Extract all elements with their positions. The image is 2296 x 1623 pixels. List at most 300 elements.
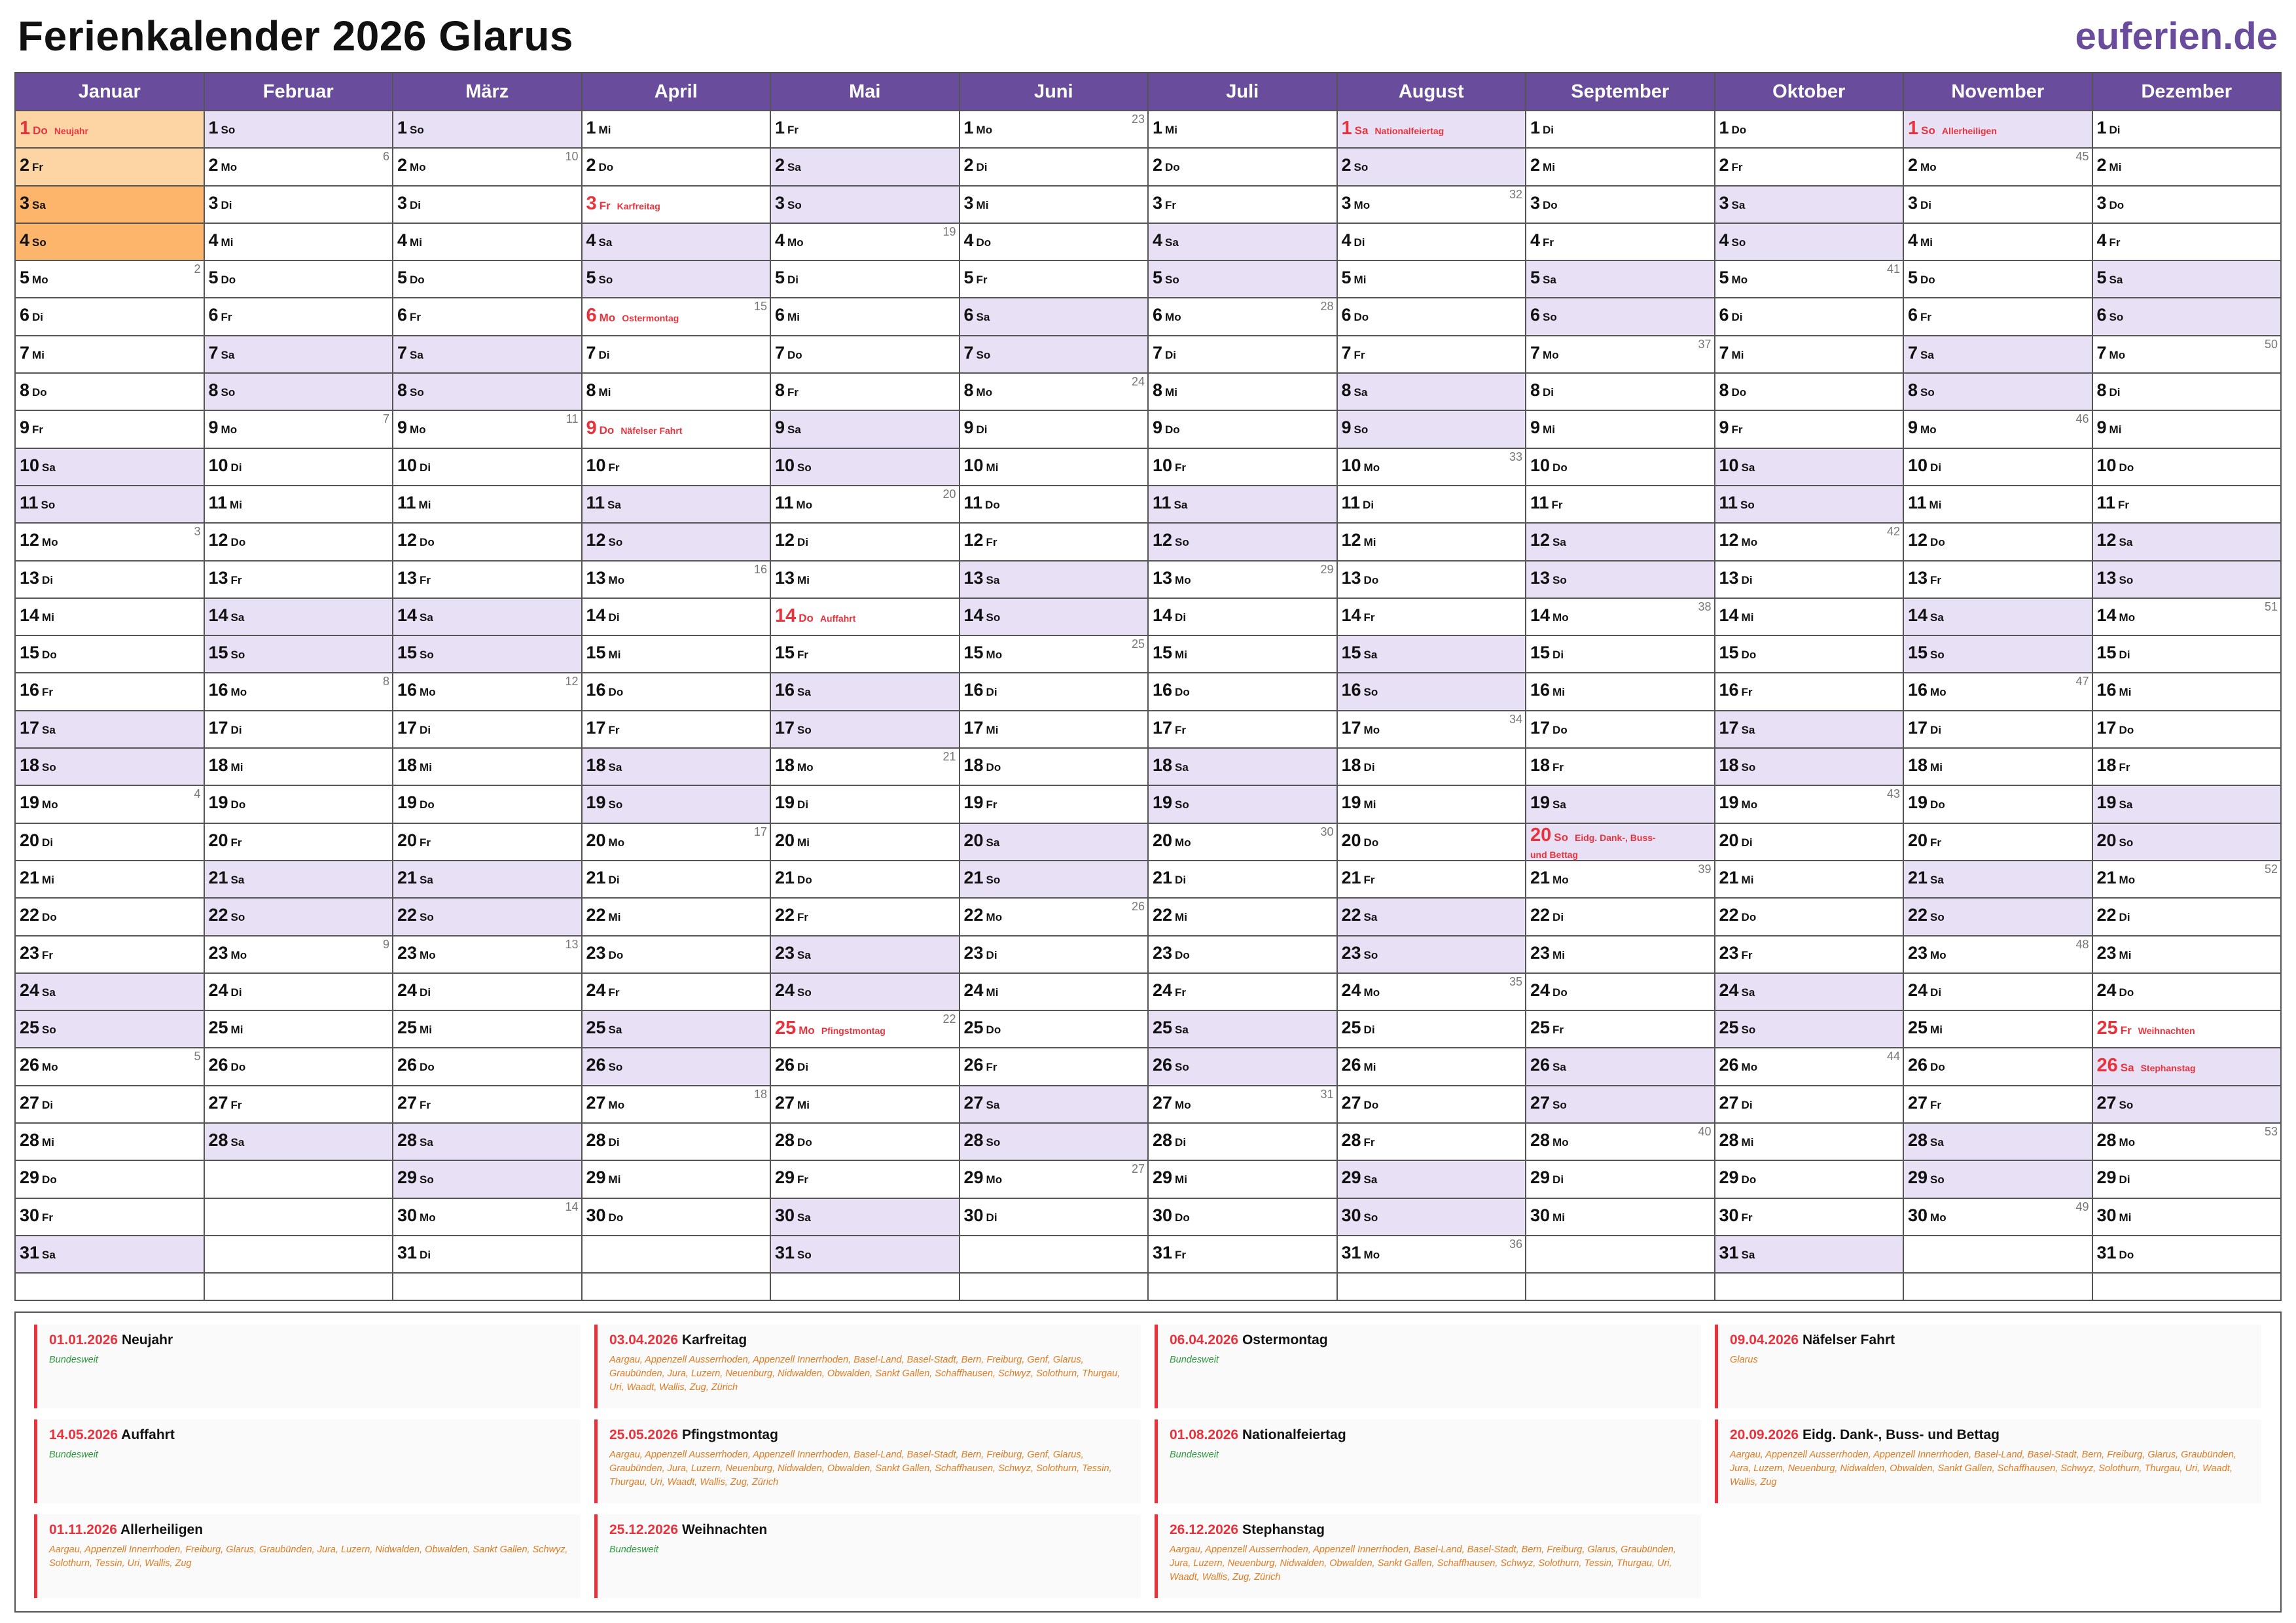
day-cell	[1338, 1086, 1526, 1124]
weekday-label: Mi	[608, 911, 621, 924]
day-number: 26 Do	[397, 1055, 435, 1075]
weekday-label: Sa	[42, 986, 56, 999]
day-number: 15 So	[208, 643, 245, 663]
day-cell	[205, 187, 393, 224]
weekday-label: Fr	[787, 386, 799, 399]
day-number: 11 Fr	[1530, 492, 1563, 512]
day-number: 23 Mi	[2096, 942, 2132, 963]
day-number: 24 Sa	[20, 980, 56, 1000]
day-cell	[2093, 449, 2281, 486]
weekday-label: So	[1930, 911, 1945, 924]
weekday-label: Mo	[2109, 348, 2126, 361]
day-cell	[1904, 524, 2092, 561]
day-cell	[205, 336, 393, 374]
day-number: 20 Mo	[586, 830, 625, 850]
day-cell	[1526, 824, 1714, 861]
weekday-label: Di	[1552, 1173, 1564, 1186]
weekday-label: Mo	[608, 836, 625, 849]
day-number: 5 So	[1153, 268, 1179, 288]
week-number: 34	[1509, 712, 1522, 726]
day-cell	[16, 524, 204, 561]
weekday-label: Sa	[230, 873, 245, 886]
legend-date: 25.12.2026	[609, 1522, 679, 1537]
day-cell	[1715, 936, 1903, 974]
month-header: Januar	[16, 73, 204, 111]
weekday-label: So	[1354, 423, 1369, 437]
weekday-label: Di	[1552, 911, 1564, 924]
weekday-label: Mi	[2119, 948, 2132, 961]
weekday-label: Di	[420, 461, 431, 474]
weekday-label: Di	[1543, 386, 1554, 399]
day-cell	[1904, 636, 2092, 673]
legend-item	[1155, 1514, 1701, 1598]
weekday-label: Fr	[986, 536, 997, 549]
day-number: 15 Di	[1530, 643, 1564, 663]
weekday-label: Di	[1363, 498, 1374, 511]
day-cell	[583, 298, 770, 336]
weekday-label: So	[986, 873, 1001, 886]
day-cell	[1904, 673, 2092, 711]
day-cell	[1149, 261, 1336, 298]
weekday-label: So	[1363, 948, 1378, 961]
day-cell	[1149, 336, 1336, 374]
day-cell	[1338, 749, 1526, 786]
week-number: 52	[2264, 862, 2278, 876]
holiday-name: Auffahrt	[819, 613, 856, 624]
weekday-label: Sa	[230, 1136, 245, 1149]
day-number: 7 Do	[775, 342, 802, 363]
day-cell	[1149, 1086, 1336, 1124]
day-cell	[1715, 1124, 1903, 1161]
day-cell	[16, 749, 204, 786]
week-number: 6	[382, 150, 389, 164]
weekday-label: Mi	[1930, 1024, 1943, 1037]
weekday-label: Mo	[1930, 1211, 1946, 1224]
legend-heading	[609, 1332, 1132, 1348]
weekday-label: Sa	[1741, 1248, 1755, 1261]
day-number: 20 Fr	[397, 830, 431, 850]
weekday-label: Sa	[410, 348, 423, 361]
day-cell	[1338, 224, 1526, 261]
day-cell	[960, 486, 1148, 524]
day-cell	[1338, 374, 1526, 411]
weekday-label: Do	[33, 124, 48, 137]
weekday-label: Mo	[1731, 274, 1748, 287]
weekday-label: Sa	[1552, 1061, 1566, 1074]
day-number: 27 Di	[1719, 1092, 1753, 1113]
weekday-label: Mi	[420, 1024, 432, 1037]
week-number: 48	[2075, 937, 2089, 951]
day-cell	[960, 562, 1148, 599]
weekday-label: Di	[410, 198, 422, 211]
weekday-label: Sa	[598, 236, 613, 249]
day-cell	[393, 1086, 581, 1124]
day-cell	[1149, 899, 1336, 936]
day-cell	[2093, 224, 2281, 261]
day-number: 22 So	[208, 905, 245, 925]
day-number: 3 Mi	[963, 192, 989, 213]
day-number: 27 Mi	[775, 1092, 810, 1113]
day-cell	[771, 749, 959, 786]
day-number: 1 Fr	[775, 118, 799, 137]
week-number: 38	[1698, 599, 1712, 613]
weekday-label: So	[797, 461, 812, 474]
day-cell	[1338, 861, 1526, 899]
weekday-label: Fr	[797, 911, 809, 924]
day-number: 23 So	[1341, 942, 1378, 963]
legend-item	[34, 1419, 581, 1503]
week-number: 40	[1698, 1125, 1712, 1139]
day-number: 18 Mo	[775, 755, 814, 776]
day-number: 16 So	[1341, 680, 1378, 700]
weekday-label: Mo	[221, 161, 238, 174]
day-number: 19 Do	[208, 793, 246, 813]
day-number: 15 Mo	[963, 643, 1003, 663]
month-header: Juni	[960, 73, 1148, 111]
day-number: 17 Sa	[1719, 717, 1755, 738]
week-number: 47	[2075, 675, 2089, 688]
weekday-label: Sa	[787, 423, 801, 437]
day-number: 10 Mi	[963, 455, 999, 475]
day-number: 25 So	[1719, 1018, 1756, 1038]
day-cell	[393, 224, 581, 261]
weekday-label: Fr	[1731, 161, 1743, 174]
weekday-label: So	[2119, 836, 2134, 849]
day-number: 29 Sa	[1341, 1168, 1378, 1188]
day-number: 8 So	[397, 380, 424, 401]
week-number: 21	[942, 750, 956, 764]
week-number: 33	[1509, 450, 1522, 463]
day-number: 19 Mo	[1719, 793, 1758, 813]
day-number: 5 Mo	[1719, 268, 1748, 288]
weekday-label: Di	[1175, 873, 1187, 886]
week-number: 39	[1698, 862, 1712, 876]
day-cell	[583, 111, 770, 149]
day-cell	[1526, 1199, 1714, 1236]
weekday-label: Sa	[986, 1098, 1000, 1111]
day-cell	[1715, 298, 1903, 336]
day-cell	[960, 261, 1148, 298]
weekday-label: Mo	[608, 1098, 625, 1111]
day-number: 25 Mi	[1908, 1018, 1943, 1038]
weekday-label: Mi	[986, 461, 999, 474]
legend-holiday-name: Neujahr	[121, 1332, 173, 1347]
weekday-label: So	[41, 498, 56, 511]
weekday-label: Mi	[1543, 423, 1555, 437]
day-cell	[1904, 899, 2092, 936]
weekday-label: Mi	[418, 498, 431, 511]
day-number: 13 So	[2096, 567, 2134, 588]
weekday-label: Mi	[1741, 611, 1754, 624]
month-column	[1904, 73, 2093, 1300]
day-number: 2 Mi	[1530, 155, 1555, 175]
weekday-label: Do	[1731, 386, 1747, 399]
day-number: 18 Mi	[397, 755, 432, 776]
weekday-label: So	[230, 649, 245, 662]
weekday-label: Sa	[1543, 274, 1556, 287]
day-cell	[960, 749, 1148, 786]
day-cell	[1149, 111, 1336, 149]
day-cell	[16, 224, 204, 261]
day-number: 2 Do	[1153, 155, 1180, 175]
weekday-label: Do	[976, 236, 992, 249]
weekday-label: Mi	[1552, 1211, 1565, 1224]
day-cell	[16, 1161, 204, 1198]
day-cell	[1526, 599, 1714, 636]
weekday-label: Sa	[42, 461, 56, 474]
holiday-name: Karfreitag	[617, 200, 660, 211]
day-number: 21 Sa	[1908, 867, 1944, 887]
day-cell	[393, 1048, 581, 1086]
day-number: 1 Mo	[963, 118, 993, 137]
day-number: 6 Mo	[1153, 305, 1181, 325]
day-cell	[1904, 449, 2092, 486]
legend-regions: Bundesweit	[49, 1355, 98, 1365]
weekday-label: Fr	[1930, 573, 1942, 586]
day-number: 12 Di	[775, 530, 809, 550]
weekday-label: Di	[1552, 649, 1564, 662]
day-number: 25 Mi	[208, 1018, 243, 1038]
day-cell	[2093, 111, 2281, 149]
day-number: 5 Di	[775, 268, 799, 288]
day-cell	[205, 374, 393, 411]
legend-regions: Bundesweit	[609, 1544, 658, 1555]
weekday-label: Fr	[608, 461, 620, 474]
weekday-label: Do	[1165, 423, 1180, 437]
weekday-label: Mo	[1363, 461, 1380, 474]
day-cell	[2093, 824, 2281, 861]
day-cell	[1904, 111, 2092, 149]
day-cell	[205, 1086, 393, 1124]
day-number: 22 So	[1908, 905, 1945, 925]
weekday-label: Di	[230, 986, 242, 999]
day-number: 30 Mi	[1530, 1205, 1565, 1225]
day-number: 26 Mo	[1719, 1055, 1758, 1075]
weekday-label: Mi	[1175, 1173, 1187, 1186]
legend-date: 26.12.2026	[1170, 1522, 1239, 1537]
weekday-label: So	[1930, 1173, 1945, 1186]
week-number: 45	[2075, 150, 2089, 164]
week-number: 10	[565, 150, 579, 164]
day-number: 18 So	[20, 755, 56, 776]
day-cell	[1526, 749, 1714, 786]
day-cell	[1526, 336, 1714, 374]
day-number: 9 Do Näfelser Fahrt	[586, 418, 683, 439]
day-number: 26 Do	[208, 1055, 246, 1075]
legend-item	[1715, 1419, 2261, 1503]
weekday-label: So	[1731, 236, 1746, 249]
weekday-label: Di	[608, 873, 620, 886]
weekday-label: Sa	[1174, 498, 1188, 511]
weekday-label: Mi	[1552, 948, 1565, 961]
day-cell	[16, 974, 204, 1011]
day-number: 31 So	[775, 1242, 812, 1262]
weekday-label: Fr	[797, 1173, 809, 1186]
month-column	[393, 73, 583, 1300]
day-cell	[16, 936, 204, 974]
day-cell	[1526, 974, 1714, 1011]
day-cell	[771, 599, 959, 636]
weekday-label: Mi	[420, 761, 432, 774]
day-cell	[1338, 149, 1526, 186]
day-cell	[16, 111, 204, 149]
month-column	[1149, 73, 1338, 1300]
weekday-label: Mi	[976, 198, 989, 211]
weekday-label: Do	[608, 686, 624, 699]
weekday-label: Do	[1741, 911, 1757, 924]
day-cell	[1149, 636, 1336, 673]
day-cell	[771, 336, 959, 374]
weekday-label: Sa	[1731, 198, 1746, 211]
brand-logo[interactable]: euferien.de	[2075, 15, 2278, 58]
day-number: 29 Mi	[586, 1168, 621, 1188]
weekday-label: Mo	[32, 274, 48, 287]
day-number: 18 Mi	[208, 755, 243, 776]
weekday-label: Mi	[1363, 536, 1376, 549]
holiday-name: Eidg. Dank-, Buss- und Bettag	[1530, 832, 1656, 860]
weekday-label: So	[976, 348, 991, 361]
weekday-label: Do	[230, 536, 246, 549]
day-cell	[16, 786, 204, 823]
weekday-label: Sa	[1175, 1024, 1189, 1037]
legend-item	[594, 1419, 1141, 1503]
day-cell	[771, 261, 959, 298]
day-cell	[960, 1048, 1148, 1086]
week-number: 53	[2264, 1125, 2278, 1139]
day-number: 29 Mi	[1153, 1168, 1187, 1188]
day-number: 9 Di	[963, 418, 988, 438]
day-cell	[2093, 1086, 2281, 1124]
weekday-label: Di	[2109, 124, 2121, 136]
day-number: 19 Di	[775, 793, 809, 813]
day-number: 8 Sa	[1341, 380, 1368, 401]
weekday-label: Mi	[1175, 911, 1187, 924]
day-cell	[960, 599, 1148, 636]
day-cell	[1149, 824, 1336, 861]
weekday-label: Di	[1930, 986, 1942, 999]
day-number: 16 Mi	[1530, 680, 1565, 700]
day-cell	[960, 1086, 1148, 1124]
day-cell	[1715, 261, 1903, 298]
day-number: 8 Di	[1530, 380, 1554, 401]
day-cell	[1904, 149, 2092, 186]
weekday-label: Fr	[1741, 686, 1753, 699]
weekday-label: So	[797, 1248, 812, 1261]
week-number: 9	[382, 937, 389, 951]
day-number: 6 Fr	[1908, 305, 1932, 325]
weekday-label: Fr	[42, 1211, 54, 1224]
weekday-label: Do	[986, 761, 1001, 774]
day-number: 17 Mo	[1341, 717, 1380, 738]
day-number: 26 Fr	[963, 1055, 997, 1075]
day-number: 10 So	[775, 455, 812, 475]
weekday-label: Mo	[1165, 311, 1181, 324]
day-number: 27 So	[2096, 1092, 2134, 1113]
legend-regions: Glarus	[1730, 1355, 1758, 1365]
day-number: 16 Sa	[775, 680, 811, 700]
day-number: 30 Do	[586, 1205, 624, 1225]
day-cell	[205, 298, 393, 336]
weekday-label: So	[787, 198, 802, 211]
day-cell	[771, 899, 959, 936]
day-number: 20 Mi	[775, 830, 810, 850]
day-number: 30 Fr	[1719, 1205, 1753, 1225]
weekday-label: Mo	[976, 386, 993, 399]
day-cell	[1526, 562, 1714, 599]
weekday-label: Sa	[1165, 236, 1179, 249]
day-cell	[1149, 562, 1336, 599]
day-cell	[393, 1199, 581, 1236]
day-number: 6 Di	[20, 305, 44, 325]
weekday-label: Di	[221, 198, 232, 211]
weekday-label: Sa	[1175, 761, 1189, 774]
weekday-label: Sa	[230, 611, 245, 624]
weekday-label: Do	[608, 948, 624, 961]
day-cell	[205, 411, 393, 448]
day-cell	[16, 187, 204, 224]
day-number: 30 Sa	[775, 1205, 811, 1225]
day-number: 1 Mi	[1153, 118, 1177, 137]
day-number: 20 Fr	[208, 830, 242, 850]
day-cell	[960, 636, 1148, 673]
weekday-label: Sa	[2109, 274, 2123, 287]
day-number: 14 Do Auffahrt	[775, 605, 856, 626]
day-cell	[16, 1124, 204, 1161]
day-cell	[393, 298, 581, 336]
empty-cell	[205, 1236, 393, 1274]
day-cell	[960, 411, 1148, 448]
weekday-label: Mo	[1741, 798, 1758, 812]
weekday-label: Sa	[1552, 536, 1566, 549]
day-number: 22 So	[397, 905, 434, 925]
day-cell	[16, 899, 204, 936]
day-number: 12 So	[586, 530, 623, 550]
day-cell	[960, 111, 1148, 149]
weekday-label: Fr	[420, 836, 431, 849]
day-number: 19 So	[1153, 793, 1189, 813]
day-cell	[205, 749, 393, 786]
legend-heading	[609, 1522, 1132, 1538]
day-cell	[583, 449, 770, 486]
empty-cell	[583, 1236, 770, 1274]
weekday-label: Mo	[221, 423, 238, 437]
weekday-label: Di	[787, 274, 799, 287]
day-number: 14 Mo	[1530, 605, 1569, 625]
day-cell	[205, 1011, 393, 1048]
holiday-legend	[14, 1311, 2282, 1613]
day-number: 20 Mo	[1153, 830, 1191, 850]
day-number: 5 Sa	[1530, 268, 1556, 288]
weekday-label: Fr	[1552, 761, 1564, 774]
day-number: 6 Sa	[963, 305, 990, 325]
day-number: 23 Fr	[1719, 942, 1753, 963]
day-cell	[1526, 861, 1714, 899]
day-number: 20 Fr	[1908, 830, 1942, 850]
day-cell	[1338, 1161, 1526, 1198]
day-cell	[1715, 749, 1903, 786]
week-number: 32	[1509, 187, 1522, 201]
day-cell	[1149, 786, 1336, 823]
day-cell	[1526, 149, 1714, 186]
weekday-label: Fr	[976, 274, 988, 287]
legend-holiday-name: Stephanstag	[1242, 1522, 1325, 1537]
weekday-label: Sa	[221, 348, 235, 361]
week-number: 22	[942, 1012, 956, 1026]
day-cell	[2093, 1011, 2281, 1048]
day-cell	[205, 486, 393, 524]
day-number: 16 Fr	[1719, 680, 1753, 700]
weekday-label: Do	[221, 274, 236, 287]
